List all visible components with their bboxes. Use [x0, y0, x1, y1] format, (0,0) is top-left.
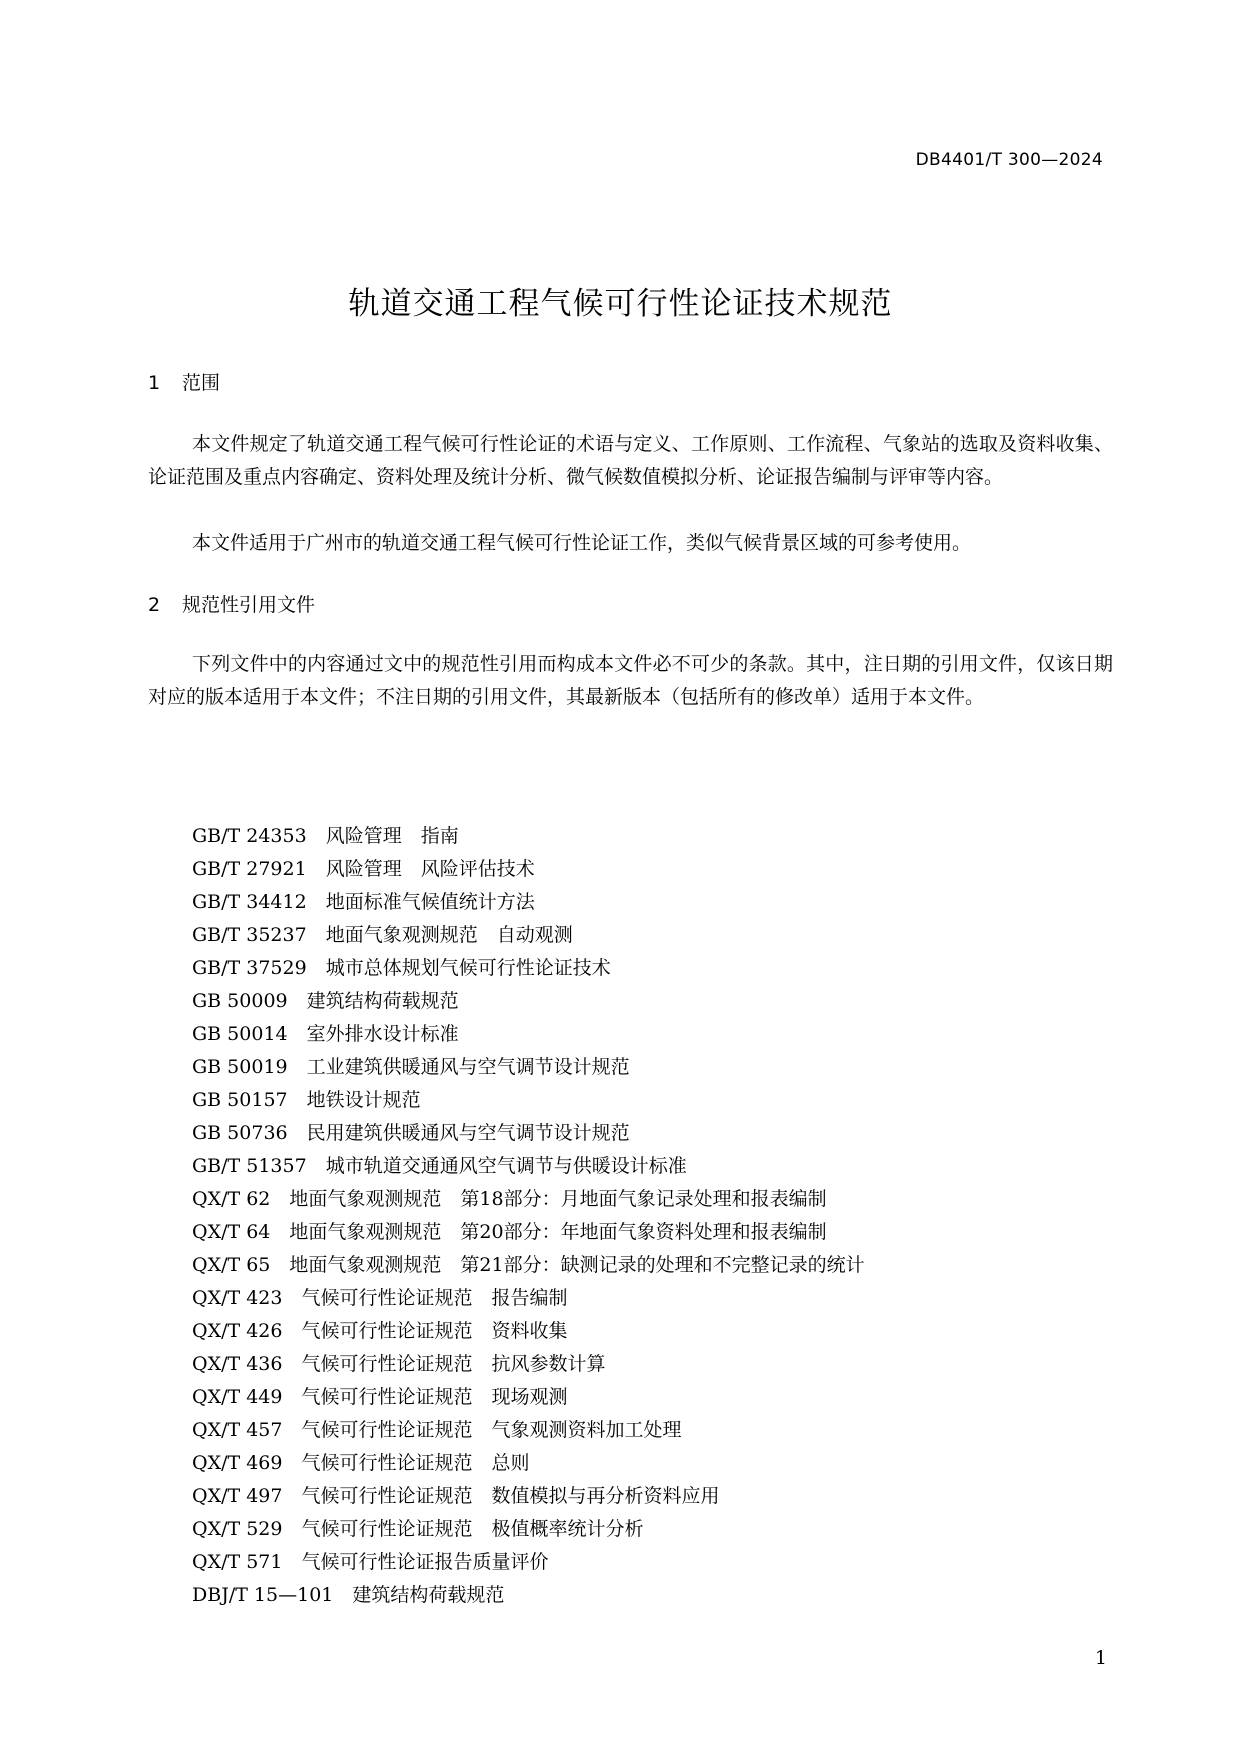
section-1-number: 1	[148, 372, 161, 394]
section-1-heading	[148, 368, 220, 395]
reference-item: QX/T 449 气候可行性论证规范 现场观测	[192, 1386, 568, 1408]
section-2-title: 规范性引用文件	[182, 594, 316, 616]
reference-item: QX/T 436 气候可行性论证规范 抗风参数计算	[192, 1353, 606, 1375]
reference-item: QX/T 469 气候可行性论证规范 总则	[192, 1452, 530, 1474]
reference-item: QX/T 65 地面气象观测规范 第21部分：缺测记录的处理和不完整记录的统计	[192, 1254, 865, 1276]
reference-item: GB/T 24353 风险管理 指南	[192, 825, 459, 847]
reference-item: GB 50736 民用建筑供暖通风与空气调节设计规范	[192, 1122, 630, 1144]
section-2-heading	[148, 590, 315, 617]
reference-item: GB/T 51357 城市轨道交通通风空气调节与供暖设计标准	[192, 1155, 687, 1177]
page-title: 轨道交通工程气候可行性论证技术规范	[348, 286, 893, 322]
section-2-number: 2	[148, 594, 161, 616]
reference-list	[192, 820, 865, 1612]
reference-item: GB/T 37529 城市总体规划气候可行性论证技术	[192, 957, 611, 979]
section-2-intro: 下列文件中的内容通过文中的规范性引用而构成本文件必不可少的条款。其中，注日期的引用文件，仅该日期对应的版本适用于本文件；不注日期的引用文件，其最新版本（包括所有的修改单）适用于本文件。	[148, 653, 1113, 708]
reference-item: QX/T 426 气候可行性论证规范 资料收集	[192, 1320, 568, 1342]
reference-item: GB/T 35237 地面气象观测规范 自动观测	[192, 924, 573, 946]
reference-item: QX/T 423 气候可行性论证规范 报告编制	[192, 1287, 568, 1309]
reference-item: GB 50157 地铁设计规范	[192, 1089, 421, 1111]
section-1-paragraph-2: 本文件适用于广州市的轨道交通工程气候可行性论证工作，类似气候背景区域的可参考使用。	[192, 532, 972, 554]
reference-item: QX/T 62 地面气象观测规范 第18部分：月地面气象记录处理和报表编制	[192, 1188, 827, 1210]
reference-item: QX/T 497 气候可行性论证规范 数值模拟与再分析资料应用	[192, 1485, 720, 1507]
reference-item: QX/T 457 气候可行性论证规范 气象观测资料加工处理	[192, 1419, 682, 1441]
reference-item: GB 50019 工业建筑供暖通风与空气调节设计规范	[192, 1056, 630, 1078]
reference-item: GB/T 27921 风险管理 风险评估技术	[192, 858, 535, 880]
document-code: DB4401/T 300—2024	[915, 150, 1103, 170]
reference-item: QX/T 529 气候可行性论证规范 极值概率统计分析	[192, 1518, 644, 1540]
page-number: 1	[1094, 1647, 1107, 1669]
reference-item: GB 50009 建筑结构荷载规范	[192, 990, 459, 1012]
section-1-title: 范围	[182, 372, 221, 394]
reference-item: DBJ/T 15—101 建筑结构荷载规范	[192, 1584, 505, 1606]
reference-item: GB 50014 室外排水设计标准	[192, 1023, 459, 1045]
section-1-paragraph-1: 本文件规定了轨道交通工程气候可行性论证的术语与定义、工作原则、工作流程、气象站的选取及资料收集、论证范围及重点内容确定、资料处理及统计分析、微气候数值模拟分析、论证报告编制与评审等内容。	[148, 433, 1113, 488]
reference-item: GB/T 34412 地面标准气候值统计方法	[192, 891, 535, 913]
reference-item: QX/T 64 地面气象观测规范 第20部分：年地面气象资料处理和报表编制	[192, 1221, 827, 1243]
reference-item: QX/T 571 气候可行性论证报告质量评价	[192, 1551, 549, 1573]
